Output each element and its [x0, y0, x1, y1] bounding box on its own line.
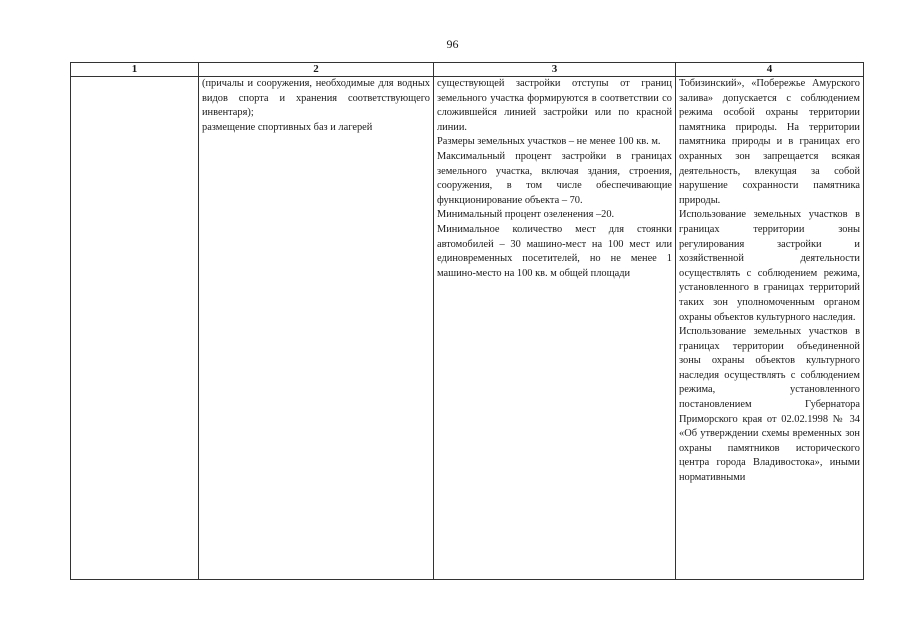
col3-paragraph-5: Минимальное количество мест для стоянки автомобилей – 30 машино-мест на 100 мест или единовременных посетителей, но не менее 1 машино-место на 100 кв. м общей площади [437, 223, 672, 279]
col4-paragraph-3: Использование земельных участков в границах территории объединенной зоны охраны объектов культурного наследия осуществлять с соблюдением режима, установленного постановлением Губернатора Приморского края от 02.02.1998 № 34 «Об утверждении схемы временных зон охраны памятников исторического центра города Владивостока», иными нормативными [679, 326, 860, 484]
col3-paragraph-1: существующей застройки отступы от границ земельного участка формируются в соответствии со сложившейся линией застройки или по красной линии. [437, 78, 672, 133]
cell-col3 [434, 77, 676, 580]
col4-paragraph-2: Использование земельных участков в границах территории зоны регулирования застройки и хозяйственной деятельности осуществлять с соблюдением режима, установленного в границах территорий таких зон уполномоченным органом охраны объектов культурного наследия. [679, 209, 860, 323]
column-header-4: 4 [676, 63, 864, 77]
cell-col2 [199, 77, 434, 580]
col4-paragraph-1: Тобизинский», «Побережье Амурского залива» допускается с соблюдением режима особой охраны территории памятника природы. На территории памятника природы и в границах его охранных зон запрещается всякая деятельность, влекущая за собой нарушение сохранности памятника природы. [679, 78, 860, 206]
cell-col4 [676, 77, 864, 580]
column-header-3: 3 [434, 63, 676, 77]
column-header-2: 2 [199, 63, 434, 77]
column-header-1: 1 [71, 63, 199, 77]
cell-col1 [71, 77, 199, 580]
col2-paragraph-1: (причалы и сооружения, необходимые для водных видов спорта и хранения соответствующего инвентаря); [202, 78, 430, 119]
table-header-row [71, 63, 864, 77]
page-number: 96 [446, 37, 459, 51]
col3-paragraph-4: Минимальный процент озеленения –20. [437, 209, 615, 221]
regulations-table [70, 62, 864, 580]
col3-paragraph-3: Максимальный процент застройки в границах земельного участка, включая здания, строения, сооружения, в том числе обеспечивающие функционирование объекта – 70. [437, 150, 672, 206]
col3-paragraph-2: Размеры земельных участков – не менее 100 кв. м. [437, 136, 661, 148]
col2-paragraph-2: размещение спортивных баз и лагерей [202, 121, 373, 133]
table-row [71, 77, 864, 580]
